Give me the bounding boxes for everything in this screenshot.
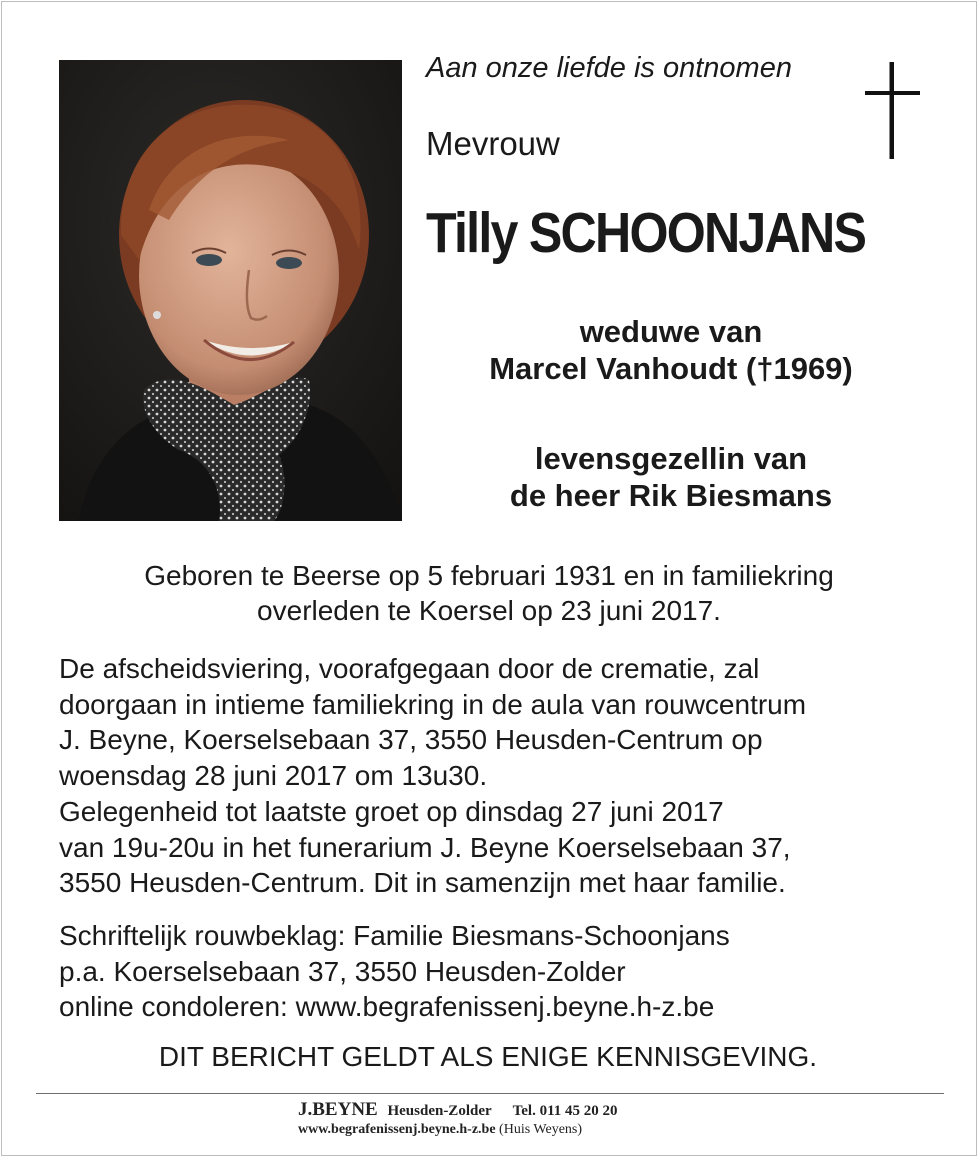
ceremony-line: woensdag 28 juni 2017 om 13u30. [59,760,488,792]
intro-line: Aan onze liefde is ontnomen [426,52,792,84]
relation-partner [426,440,916,514]
funeral-home-brand: J.BEYNE [298,1099,378,1120]
relation-partner-name: de heer Rik Biesmans [509,478,833,513]
relation-widow-spouse: Marcel Vanhoudt (†1969) [489,351,853,386]
relation-widow-label: weduwe van [579,314,763,349]
funeral-home-house: (Huis Weyens) [499,1122,583,1137]
footer-divider [36,1093,944,1094]
funeral-home-website[interactable]: www.begrafenissenj.beyne.h-z.be [298,1122,496,1137]
relation-widow [426,313,916,387]
ceremony-line: Gelegenheid tot laatste groet op dinsdag 27 juni 2017 [59,795,724,827]
cross-icon [862,62,924,167]
relation-partner-label: levensgezellin van [534,441,808,476]
birth-death-details [59,558,919,628]
condolence-line: Schriftelijk rouwbeklag: Familie Biesmans-Schoonjans [59,920,730,951]
deceased-name: Tilly SCHOONJANS [426,201,866,265]
notice-line: DIT BERICHT GELDT ALS ENIGE KENNISGEVING. [158,1041,818,1072]
condolence-line: p.a. Koerselsebaan 37, 3550 Heusden-Zolder [59,955,626,987]
funeral-home-location: Heusden-Zolder [387,1103,492,1119]
funeral-home-footer [298,1100,618,1139]
birth-line: Geboren te Beerse op 5 februari 1931 en in familiekring [144,560,834,591]
ceremony-paragraph [59,651,919,901]
death-line: overleden te Koersel op 23 juni 2017. [257,595,721,626]
ceremony-line: J. Beyne, Koerselsebaan 37, 3550 Heusden-Centrum op [59,724,763,756]
condolence-website-line: online condoleren: www.begrafenissenj.beyne.h-z.be [59,991,715,1023]
ceremony-line: 3550 Heusden-Centrum. Dit in samenzijn met haar familie. [59,867,786,899]
ceremony-line: De afscheidsviering, voorafgegaan door de crematie, zal [59,653,760,684]
portrait-photo [59,60,402,521]
ceremony-line: doorgaan in intieme familiekring in de aula van rouwcentrum [59,688,807,720]
condolence-paragraph [59,918,919,1025]
honorific-title: Mevrouw [426,125,560,162]
funeral-home-phone: Tel. 011 45 20 20 [512,1103,618,1119]
ceremony-line: van 19u-20u in het funerarium J. Beyne Koerselsebaan 37, [59,831,791,863]
